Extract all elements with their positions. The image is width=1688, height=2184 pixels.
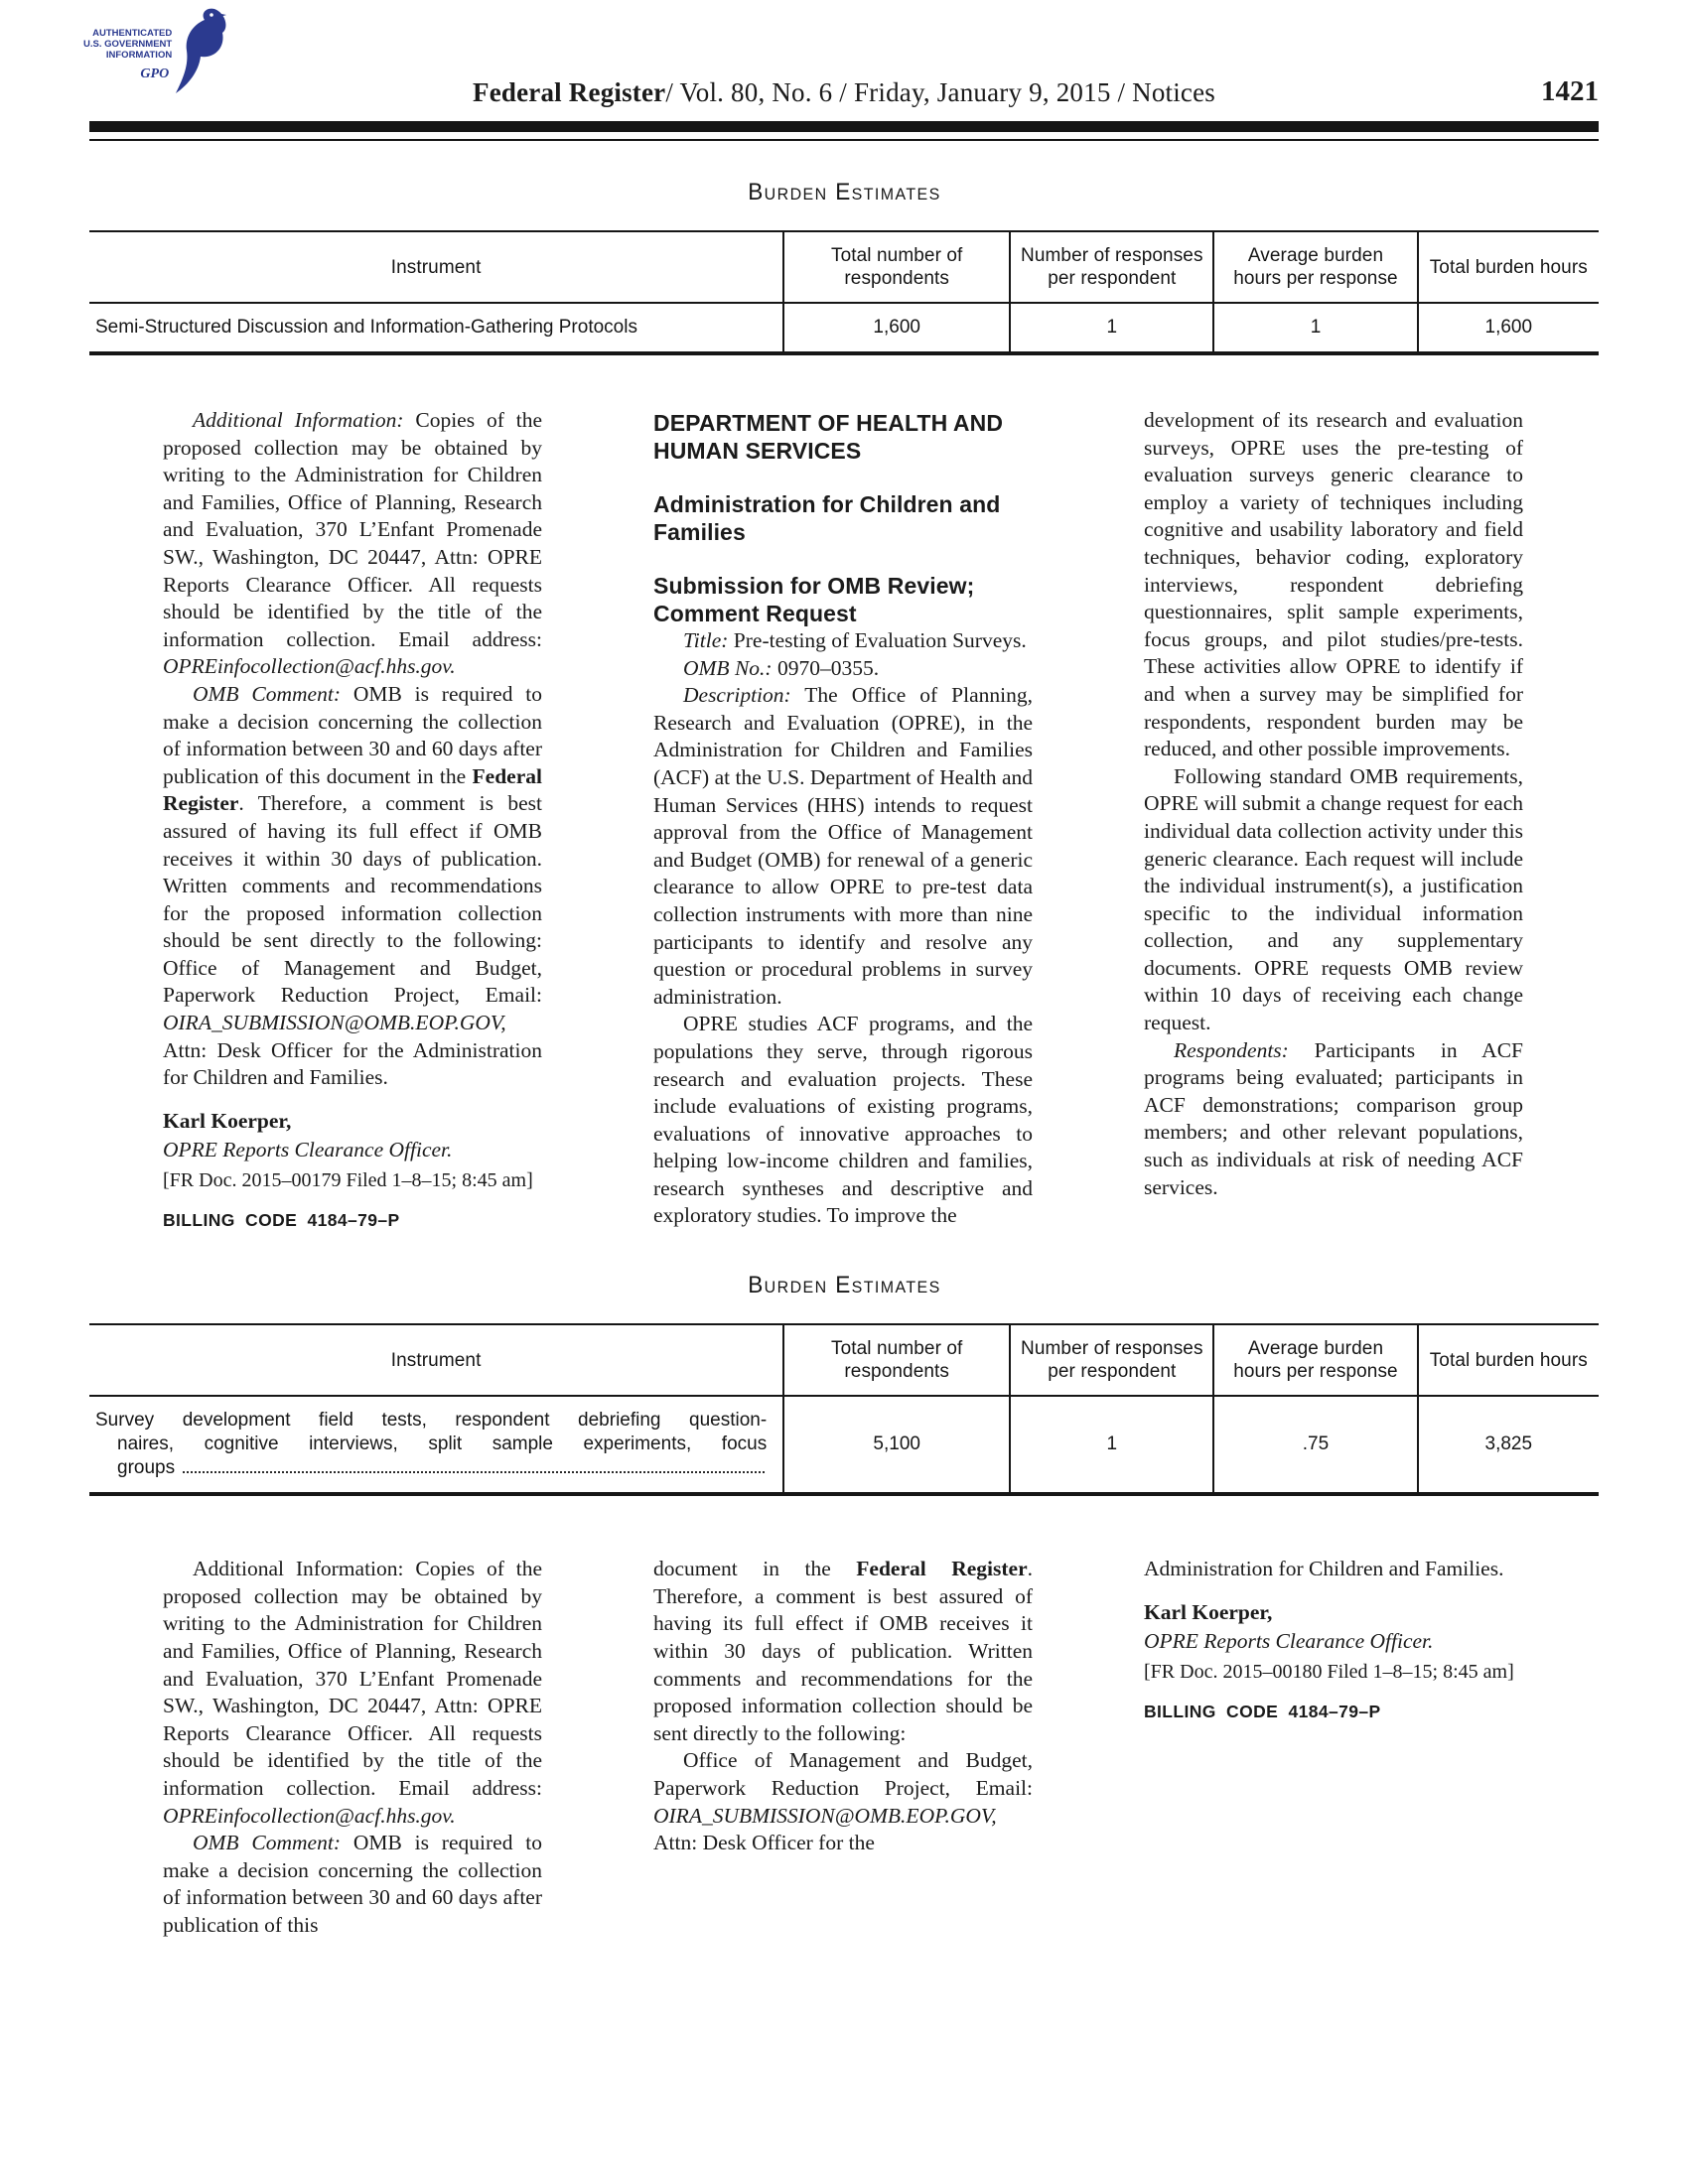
- opre-studies-paragraph: OPRE studies ACF programs, and the populations they serve, through rigorous research and evaluation projects. These include evaluations of existing programs, evaluations of innovative approaches to helping low-income children and families, research syntheses and descriptive and exploratory studies. To improve the: [653, 1012, 1033, 1228]
- instrument-cell: Semi-Structured Discussion and Information-Gathering Protocols: [95, 317, 637, 338]
- subject-heading: Submission for OMB Review; Comment Request: [653, 573, 975, 626]
- gpo-eagle-icon: [175, 6, 232, 97]
- fr-doc-line: [FR Doc. 2015–00180 Filed 1–8–15; 8:45 am]: [1144, 1661, 1514, 1683]
- gpo-authentication-text: [83, 6, 172, 79]
- column-header-responses: Number of responses per respondent: [1010, 1324, 1213, 1396]
- signature-title: OPRE Reports Clearance Officer.: [163, 1138, 453, 1162]
- column-left: [163, 407, 542, 1234]
- column-header-responses: Number of responses per respondent: [1010, 231, 1213, 303]
- header-rule-thick: [89, 121, 1599, 132]
- development-continuation-paragraph: development of its research and evaluation surveys, OPRE uses the pre-testing of evaluation surveys generic clearance to employ a variety of techniques including cognitive and usability laboratory and field techniques, behavior coding, exploratory interviews, respondent debriefing questionnaires, split sample experiments, focus groups, and pilot studies/pre-tests. These activities allow OPRE to identify if and when a survey may be simplified for respondents, respondent burden may be reduced, and other possible improvements.: [1144, 408, 1523, 761]
- responses-cell: 1: [1010, 303, 1213, 353]
- department-heading: DEPARTMENT OF HEALTH AND HUMAN SERVICES: [653, 410, 1004, 464]
- text-section-2: [163, 1556, 1525, 1939]
- signature-name: Karl Koerper,: [163, 1108, 292, 1133]
- title-paragraph: Title: Pre-testing of Evaluation Surveys.: [683, 628, 1027, 652]
- omb-comment-paragraph: OMB Comment: OMB is required to make a decision concerning the collection of information between 30 and 60 days after publication of this document in the Federal Register. Therefore, a comment is best assured of having its full effect if OMB receives it within 30 days of publication. Written comments and recommendations for the proposed information collection should be sent directly to the following: Office of Management and Budget, Paperwork Reduction Project, Email: OIRA_SUBMISSION@OMB.EOP.GOV, Attn: Desk Officer for the Administration for Children and Families.: [163, 681, 542, 1090]
- gpo-label: GPO: [140, 67, 170, 81]
- column-header-avg-burden: Average burden hours per response: [1213, 1324, 1417, 1396]
- instrument-cell: Survey development field tests, respondent debriefing question- naires, cognitive interviews, split sample experiments, focus groups: [95, 1410, 768, 1479]
- omb-comment-paragraph: OMB Comment: OMB is required to make a decision concerning the collection of information between 30 and 60 days after publication of this: [163, 1831, 542, 1937]
- issue-info: / Vol. 80, No. 6 / Friday, January 9, 2015 / Notices: [665, 77, 1215, 107]
- omb-comment-label: OMB Comment:: [193, 681, 341, 706]
- respondents-label: Respondents:: [1174, 1037, 1289, 1062]
- signature-title: OPRE Reports Clearance Officer.: [1144, 1629, 1434, 1654]
- information-label: INFORMATION: [105, 50, 173, 61]
- fr-doc-line: [FR Doc. 2015–00179 Filed 1–8–15; 8:45 am]: [163, 1169, 533, 1192]
- text-section-1: [163, 407, 1525, 1234]
- email-text: OPREinfocollection@acf.hhs.gov.: [163, 1803, 456, 1828]
- table-row: [89, 1396, 1599, 1494]
- responses-cell: 1: [1010, 1396, 1213, 1494]
- total-burden-cell: 3,825: [1418, 1396, 1599, 1494]
- column-header-instrument: Instrument: [89, 1324, 783, 1396]
- column-header-respondents: Total number of respondents: [783, 231, 1010, 303]
- burden-estimates-title-1: Burden Estimates: [747, 179, 941, 205]
- omb-comment-label: OMB Comment:: [193, 1831, 341, 1855]
- column-left: [163, 1556, 542, 1939]
- title-label: Title:: [683, 628, 729, 652]
- masthead: [89, 16, 1599, 108]
- column-right: [1144, 407, 1523, 1234]
- additional-information-label: Additional Information:: [193, 408, 404, 432]
- table-header-row: [89, 1324, 1599, 1396]
- column-middle: [653, 1556, 1033, 1939]
- burden-estimates-table-1: [89, 230, 1599, 355]
- dotted-leader: [183, 1471, 765, 1473]
- burden-estimates-table-2: [89, 1323, 1599, 1496]
- us-government-label: U.S. GOVERNMENT: [83, 39, 173, 50]
- email-text: SUBMISSION@OMB.EOP.GOV,: [221, 1011, 506, 1035]
- federal-register-bold: Federal Register: [856, 1557, 1028, 1581]
- column-header-respondents: Total number of respondents: [783, 1324, 1010, 1396]
- additional-information-paragraph: Additional Information: Copies of the proposed collection may be obtained by writing to the Administration for Children and Families, Office of Planning, Research and Evaluation, 370 L’Enfant Promenade SW., Washington, DC 20447, Attn: OPRE Reports Clearance Officer. All requests should be identified by the title of the information collection. Email address: OPREinfocollection@acf.hhs.gov.: [163, 1557, 542, 1828]
- authenticated-label: AUTHENTICATED: [92, 28, 173, 39]
- avg-burden-cell: 1: [1213, 303, 1417, 353]
- avg-burden-cell: .75: [1213, 1396, 1417, 1494]
- column-header-total-burden: Total burden hours: [1418, 231, 1599, 303]
- column-header-total-burden: Total burden hours: [1418, 1324, 1599, 1396]
- description-paragraph: Description: The Office of Planning, Research and Evaluation (OPRE), in the Administration for Children and Families (ACF) at the U.S. Department of Health and Human Services (HHS) intends to request approval from the Office of Management and Budget (OMB) for renewal of a generic clearance to allow OPRE to pre-test data collection instruments with more than nine participants to identify and resolve any question or procedural problems in survey administration.: [653, 683, 1033, 1009]
- gpo-logo: [83, 6, 232, 97]
- table-header-row: [89, 231, 1599, 303]
- column-header-instrument: Instrument: [89, 231, 783, 303]
- total-burden-cell: 1,600: [1418, 303, 1599, 353]
- billing-code: BILLING CODE 4184–79–P: [1144, 1701, 1381, 1721]
- email-text: OIRA_: [163, 1011, 222, 1035]
- additional-information-label: Additional Information:: [193, 1557, 404, 1581]
- column-right: [1144, 1556, 1523, 1939]
- following-omb-paragraph: Following standard OMB requirements, OPRE will submit a change request for each individual data collection activity under this generic clearance. Each request will include the individual instrument(s), a justification specific to the individual information collection, and any supplementary documents. OPRE requests OMB review within 10 days of receiving each change request.: [1144, 763, 1523, 1035]
- header-rule-thin: [89, 139, 1599, 141]
- billing-code: BILLING CODE 4184–79–P: [163, 1209, 400, 1230]
- page-number: 1421: [1541, 75, 1599, 107]
- omb-address-paragraph: Office of Management and Budget, Paperwork Reduction Project, Email: OIRA_SUBMISSION@OMB.EOP.GOV, Attn: Desk Officer for the: [653, 1748, 1033, 1855]
- omb-no-label: OMB No.:: [683, 655, 773, 680]
- respondents-cell: 5,100: [783, 1396, 1010, 1494]
- additional-information-paragraph: Additional Information: Copies of the proposed collection may be obtained by writing to the Administration for Children and Families, Office of Planning, Research and Evaluation, 370 L’Enfant Promenade SW., Washington, DC 20447, Attn: OPRE Reports Clearance Officer. All requests should be identified by the title of the information collection. Email address: OPREinfocollection@acf.hhs.gov.: [163, 408, 542, 679]
- acf-continuation-paragraph: Administration for Children and Families.: [1144, 1557, 1504, 1581]
- omb-comment-continuation-paragraph: document in the Federal Register. Therefore, a comment is best assured of having its full effect if OMB receives it within 30 days of publication. Written comments and recommendations for the proposed information collection should be sent directly to the following:: [653, 1557, 1033, 1745]
- email-text: OIRA_SUBMISSION@OMB.EOP.GOV,: [653, 1803, 997, 1828]
- respondents-cell: 1,600: [783, 303, 1010, 353]
- column-header-avg-burden: Average burden hours per response: [1213, 231, 1417, 303]
- description-label: Description:: [683, 683, 791, 708]
- agency-heading: Administration for Children and Families: [653, 491, 1001, 545]
- email-text: OPREinfocollection@acf.hhs.gov.: [163, 654, 456, 679]
- omb-no-paragraph: OMB No.: 0970–0355.: [683, 655, 880, 680]
- signature-name: Karl Koerper,: [1144, 1599, 1273, 1624]
- respondents-paragraph: Respondents: Participants in ACF programs being evaluated; participants in ACF demonstrations; comparison group members; and other relevant populations, such as individuals at risk of needing ACF services.: [1144, 1037, 1523, 1199]
- journal-title: Federal Register: [473, 77, 666, 107]
- column-middle: [653, 407, 1033, 1234]
- burden-estimates-title-2: Burden Estimates: [747, 1272, 941, 1299]
- federal-register-bold: Federal Register: [163, 763, 542, 816]
- page-header: [83, 0, 1599, 108]
- table-row: [89, 303, 1599, 353]
